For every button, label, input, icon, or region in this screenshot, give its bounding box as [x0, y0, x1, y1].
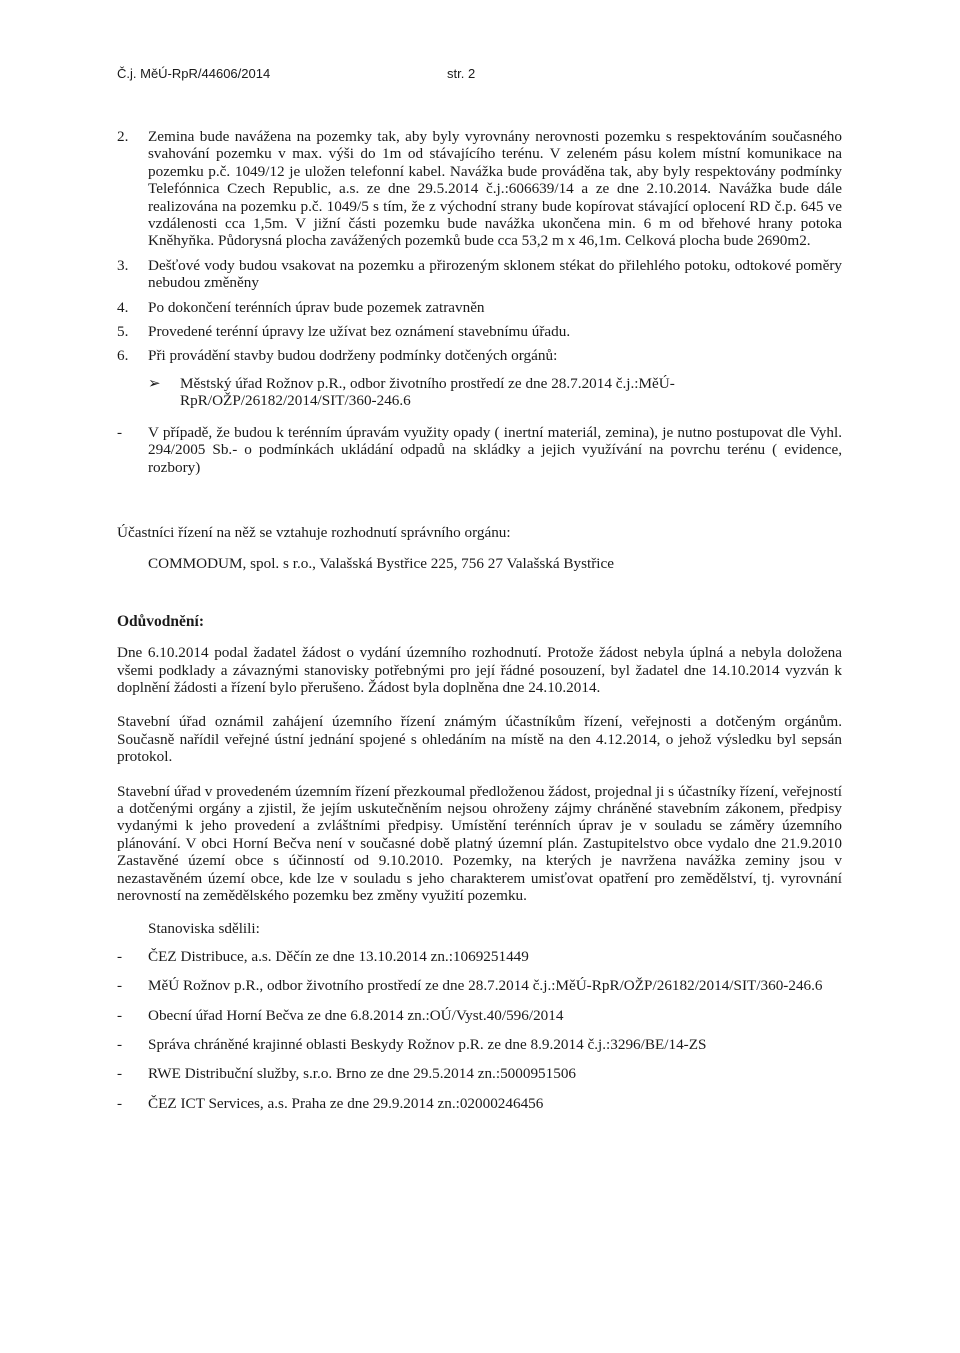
reasoning-paragraph: Stavební úřad oznámil zahájení územního řízení známým účastníkům řízení, veřejnosti a dotčeným orgánům. Současně nařídil veřejné ústní jednání spojené s ohledáním na místě na den 4.12.2014, o jehož výsledku byl sepsán protokol. [117, 713, 842, 766]
item-text: Po dokončení terénních úprav bude pozemek zatravněn [148, 298, 485, 316]
condition-item [117, 257, 842, 292]
party-name: COMMODUM, spol. s r.o., Valašská Bystřice 225, 756 27 Valašská Bystřice [148, 555, 615, 573]
parties-section [117, 524, 842, 573]
reference-number: Č.j. MěÚ-RpR/44606/2014 [117, 66, 271, 81]
dash-bullet: - [117, 1065, 123, 1083]
list-item-text: Správa chráněné krajinné oblasti Beskydy Rožnov p.R. ze dne 8.9.2014 č.j.:3296/BE/14-ZS [148, 1036, 707, 1054]
parties-intro: Účastníci řízení na něž se vztahuje rozhodnutí správního orgánu: [117, 523, 511, 541]
stanoviska-list [117, 948, 842, 1112]
list-item-text: RWE Distribuční služby, s.r.o. Brno ze dne 29.5.2014 zn.:5000951506 [148, 1065, 577, 1083]
item-number: 6. [117, 347, 129, 365]
list-item [117, 948, 842, 965]
dash-bullet: - [117, 947, 123, 965]
reasoning-paragraph: Dne 6.10.2014 podal žadatel žádost o vydání územního rozhodnutí. Protože žádost nebyla úplná a nebyla doložena všemi podklady a závaznými stanovisky potřebnými pro její řádné posouzení, byl žadatel dne 14.10.2014 vyzván k doplnění žádosti a řízení bylo přerušeno. Žádost byla doplněna dne 24.10.2014. [117, 644, 842, 696]
page-number: str. 2 [447, 66, 476, 81]
list-item [117, 977, 842, 994]
list-item [117, 1065, 842, 1082]
reasoning-heading: Odůvodnění: [117, 612, 205, 630]
list-item [117, 1095, 842, 1112]
item-text: Při provádění stavby budou dodrženy podmínky dotčených orgánů: [148, 347, 558, 365]
item-text: Dešťové vody budou vsakovat na pozemku a přirozeným sklonem stékat do přilehlého potoku, odtokové poměry nebudou změněny [148, 256, 842, 292]
list-item-text: ČEZ ICT Services, a.s. Praha ze dne 29.9.2014 zn.:02000246456 [148, 1094, 544, 1112]
list-item [117, 1007, 842, 1024]
condition-item [117, 347, 842, 364]
item-text: Provedené terénní úpravy lze užívat bez oznámení stavebnímu úřadu. [148, 323, 571, 341]
item-number: 2. [117, 128, 129, 145]
list-item-text: MěÚ Rožnov p.R., odbor životního prostředí ze dne 28.7.2014 č.j.:MěÚ-RpR/OŽP/26182/2014/SIT/360-246.6 [148, 977, 823, 995]
list-item-text: ČEZ Distribuce, a.s. Děčín ze dne 13.10.2014 zn.:1069251449 [148, 947, 529, 965]
list-item-text: Obecní úřad Horní Bečva ze dne 6.8.2014 zn.:OÚ/Vyst.40/596/2014 [148, 1006, 564, 1024]
dash-bullet: - [117, 1094, 123, 1112]
item-number: 5. [117, 323, 129, 341]
item-text: Zemina bude navážena na pozemky tak, aby byly vyrovnány nerovnosti pozemku s respektováním současného svahování pozemku v max. výši do 1m od stávajícího terénu. V zeleném pásu kolem místní komunikace na pozemku p.č. 1049/12 je uložen telefonní kabel. Navážka bude prováděna tak, aby byly respektovány podmínky Telefónnica Czech Republic, a.s. ze dne 29.5.2014 č.j.:606639/14 a ze dne 2.10.2014. Navážka bude dále realizována na pozemku p.č. 1049/5 s tím, že z východní strany bude kopírovat stávající oplocení RD č.p. 645 ve vzdálenosti cca 1,5m. V jižní části pozemku bude navážka ukončena min. 6 m od břehové hrany potoka Kněhyňka. Půdorysná plocha zavážených pozemků bude cca 53,2 m x 46,1m. Celková plocha bude 2690m2. [148, 128, 842, 250]
condition-item [117, 323, 842, 340]
sub-item-text: Městský úřad Rožnov p.R., odbor životního prostředí ze dne 28.7.2014 č.j.:MěÚ-RpR/OŽP/26182/2014/SIT/360-246.6 [180, 374, 675, 410]
dash-item-text: V případě, že budou k terénním úpravám využity opady ( inertní materiál, zemina), je nutno postupovat dle Vyhl. 294/2005 Sb.- o podmínkách ukládání odpadů na skládky a jejich využívání na povrchu terénu ( evidence, rozbory) [148, 423, 842, 476]
dash-bullet: - [117, 977, 123, 995]
item-number: 3. [117, 256, 129, 274]
condition-item [117, 299, 842, 316]
authority-sub-item [117, 375, 842, 410]
dash-bullet: - [117, 423, 123, 441]
stanoviska-label: Stanoviska sdělili: [148, 920, 260, 938]
condition-item [117, 128, 842, 250]
note-dash-item [117, 424, 842, 476]
list-item [117, 1036, 842, 1053]
document-body [117, 128, 842, 1124]
dash-bullet: - [117, 1006, 123, 1024]
reasoning-paragraph: Stavební úřad v provedeném územním řízení přezkoumal předloženou žádost, projednal ji s účastníky řízení, veřejností a dotčenými orgány a zjistil, že jejím uskutečněním nejsou ohroženy zájmy chráněné stavebním zákonem, předpisy vydanými k jeho provedení a zvláštními předpisy. Umístění terénních úprav je v souladu se záměry územního plánování. V obci Horní Bečva není v současné době platný územní plán. Zastupitelstvo obce vydalo dne 21.9.2010 Zastavěné území obce s účinností od 9.10.2010. Pozemky, na kterých je navržena navážka zeminy jsou v nezastavěném území obce, kde lze v souladu s jeho charakterem umisťovat opatření pro zemědělství, tj. vyrovnání nerovností na zemědělského pozemku bez změny využití pozemku. [117, 782, 842, 904]
dash-bullet: - [117, 1036, 123, 1054]
item-number: 4. [117, 298, 129, 316]
arrow-bullet-icon: ➢ [148, 374, 161, 392]
